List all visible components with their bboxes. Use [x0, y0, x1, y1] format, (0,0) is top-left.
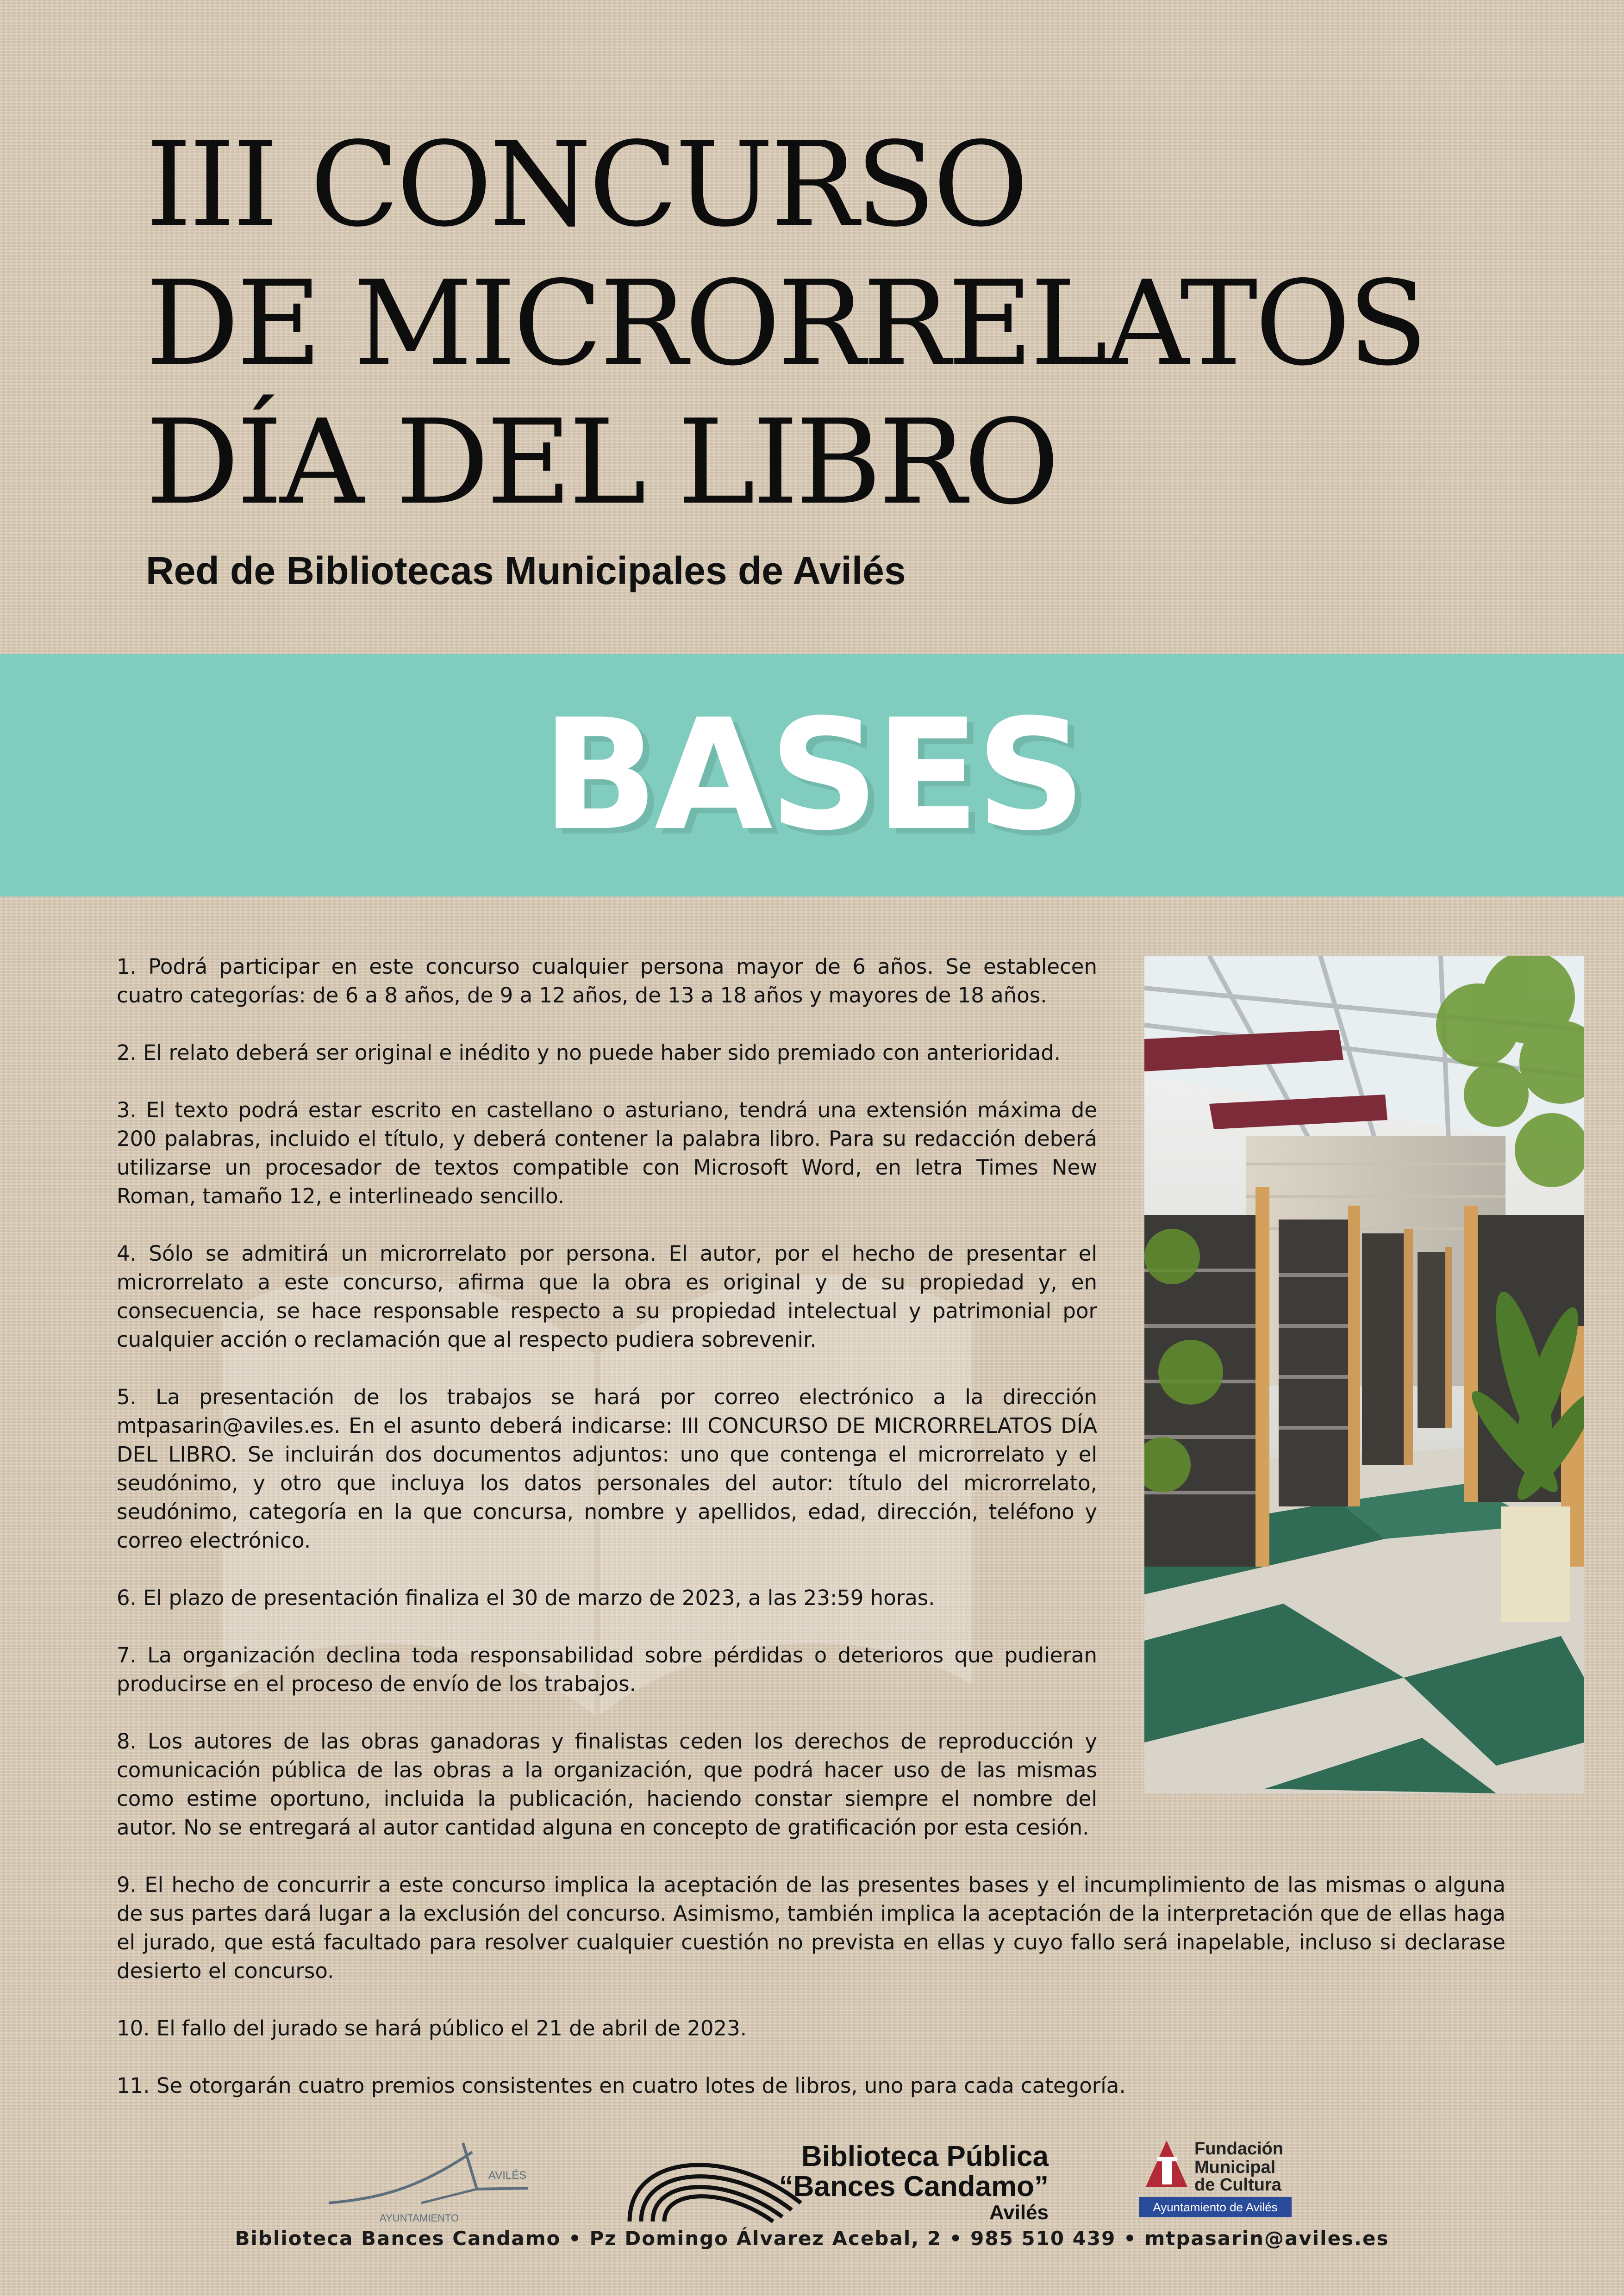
- base-item-2: 2. El relato deberá ser original e inédito y no puede haber sido premiado con anterioridad.: [117, 1040, 1061, 1065]
- contact-address: Biblioteca Bances Candamo • Pz Domingo Álvarez Acebal, 2 • 985 510 439 • mtpasarin@aviles.es: [235, 2227, 1389, 2250]
- base-item-9: 9. El hecho de concurrir a este concurso implica la aceptación de las presentes bases y el incumplimiento de las mismas o alguna de sus partes dará lugar a la exclusión del concurso. Asimismo, también implica la aceptación de la interpretación que de ellas haga el jurado, que está facultado para resolver cualquier cuestión no prevista en ellas y cuyo fallo será inapelable, incluso si declarase desierto el concurso.: [117, 1873, 1505, 1983]
- base-item-8: 8. Los autores de las obras ganadoras y finalistas ceden los derechos de reproducción y comunicación pública de las obras a la organización, que podrá hacer uso de las mismas como estime oportuno, incluida la publicación, haciendo constar siempre el nombre del autor. No se entregará al autor cantidad alguna en concepto de gratificación por esta cesión.: [117, 1729, 1097, 1840]
- svg-text:Municipal: Municipal: [1194, 2158, 1276, 2177]
- svg-text:“Bances Candamo”: “Bances Candamo”: [779, 2171, 1049, 2203]
- title-line-2: DE MICRORRELATOS: [146, 256, 1425, 392]
- svg-text:Biblioteca Pública: Biblioteca Pública: [801, 2140, 1049, 2172]
- bases-band: [0, 654, 1624, 896]
- svg-text:AYUNTAMIENTO: AYUNTAMIENTO: [380, 2212, 459, 2224]
- svg-text:de Cultura: de Cultura: [1194, 2175, 1281, 2195]
- fundacion-municipal-cultura-logo: [1139, 2136, 1305, 2228]
- svg-text:AVILÉS: AVILÉS: [488, 2169, 527, 2182]
- ayuntamiento-aviles-logo: [324, 2134, 546, 2226]
- library-photo: [1144, 956, 1584, 1793]
- subtitle: Red de Bibliotecas Municipales de Avilés: [146, 549, 906, 592]
- base-item-3: 3. El texto podrá estar escrito en castellano o asturiano, tendrá una extensión máxima de 200 palabras, incluido el título, y deberá contener la palabra libro. Para su redacción deberá utilizarse un procesador de textos compatible con Microsoft Word, en letra Times New Roman, tamaño 12, e interlineado sencillo.: [117, 1098, 1097, 1208]
- title-line-3: DÍA DEL LIBRO: [146, 395, 1057, 530]
- bases-heading: BASES: [542, 686, 1082, 864]
- poster-title: [146, 116, 1535, 532]
- base-item-11: 11. Se otorgarán cuatro premios consistentes en cuatro lotes de libros, uno para cada categoría.: [117, 2073, 1126, 2098]
- base-item-10: 10. El fallo del jurado se hará público el 21 de abril de 2023.: [117, 2016, 747, 2041]
- title-line-1: III CONCURSO: [146, 117, 1026, 253]
- svg-text:Fundación: Fundación: [1194, 2139, 1284, 2159]
- svg-text:Ayuntamiento de Avilés: Ayuntamiento de Avilés: [1153, 2200, 1278, 2214]
- biblioteca-bances-candamo-logo: [625, 2134, 1060, 2226]
- base-item-4: 4. Sólo se admitirá un microrrelato por persona. El autor, por el hecho de presentar el microrrelato a este concurso, afirma que la obra es original y de su propiedad y, en consecuencia, se hace responsable respecto a su propiedad intelectual y patrimonial por cualquier acción o reclamación que al respecto pudiera sobrevenir.: [117, 1241, 1097, 1352]
- base-item-6: 6. El plazo de presentación finaliza el 30 de marzo de 2023, a las 23:59 horas.: [117, 1586, 935, 1610]
- base-item-5: 5. La presentación de los trabajos se hará por correo electrónico a la dirección mtpasarin@aviles.es. En el asunto deberá indicarse: III CONCURSO DE MICRORRELATOS DÍA DEL LIBRO. Se incluirán dos documentos adjuntos: uno que contenga el microrrelato y el seudónimo, y otro que incluya los datos personales del autor: título del microrrelato, seudónimo, categoría en la que concursa, nombre y apellidos, edad, dirección, teléfono y correo electrónico.: [117, 1385, 1097, 1553]
- base-item-1: 1. Podrá participar en este concurso cualquier persona mayor de 6 años. Se establecen cuatro categorías: de 6 a 8 años, de 9 a 12 años, de 13 a 18 años y mayores de 18 años.: [117, 954, 1097, 1008]
- base-item-7: 7. La organización declina toda responsabilidad sobre pérdidas o deterioros que pudieran producirse en el proceso de envío de los trabajos.: [117, 1643, 1097, 1696]
- svg-text:Avilés: Avilés: [989, 2201, 1049, 2224]
